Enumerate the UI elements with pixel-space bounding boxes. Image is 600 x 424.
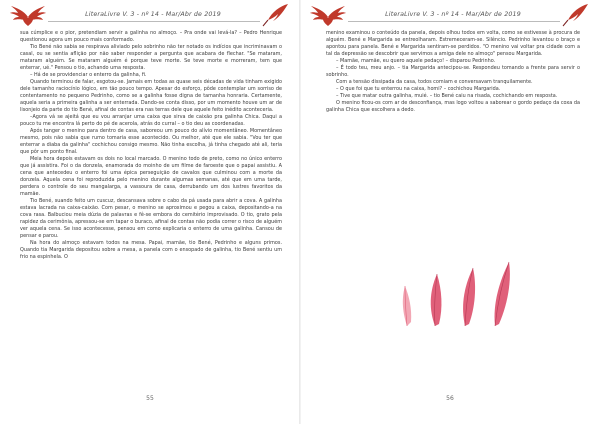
paragraph: Na hora do almoço estavam todos na mesa. Papai, mamãe, tio Bené, Pedrinho e alguns primos. Quando tia Margarida depositou sobre a mesa, a panela com o ensopado de galinha, tio Bené sentiu um frio na espinhela. O — [20, 240, 282, 260]
page-number: 55 — [146, 395, 154, 402]
journal-title: LiteraLivre V. 3 - nº 14 - Mar/Abr de 2019 — [385, 11, 521, 18]
paragraph: –Agora vá se ajeitá que eu vou arranjar uma caixa que sirva de caixão pra galinha Chica. Daqui a pouco tu me encontra lá perto do pé de acerola, atrás do curral – o tio deu as coordenadas. — [20, 114, 282, 127]
paragraph: Quando terminou de falar, esgotou-se. Jamais em todas as quase seis décadas de vida tinham exigido dele tamanho raciocínio lógico, em tão pouco tempo. Apesar do esforço, pôde contemplar um sorriso de contentamento no pequeno Pedrinho, como se a galinha fosse digna de tamanha honraria. Certamente, aquela seria a primeira galinha a ser enterrada. Dando-se conta disso, por um momento houve um ar de lisonjeio da parte do tio Bené, afinal de contas era nas terras dele que aquele feito inédito aconteceria. — [20, 79, 282, 113]
paragraph: – É todo teu, meu anjo. – tia Margarida antecipou-se. Respondeu tomando a frente para servir o sobrinho. — [326, 65, 580, 78]
page-header — [10, 2, 290, 30]
paragraph: Com a tensão dissipada da casa, todos comiam e conversavam tranquilamente. — [336, 79, 533, 85]
header-rule — [48, 21, 260, 22]
header-rule — [348, 21, 560, 22]
winged-heart-logo-icon — [10, 2, 46, 28]
paragraph: Tio Bené, suando feito um cuscuz, descansava sobre o cabo da pá usada para abrir a cova. A galinha estava lacrada na caixa-caixão. Com pesar, o menino se aproximou e pegou a caixa, depositando-a na cova rasa. Balbuciou meia dúzia de palavras e fê-se embora do cemitério improvisado. O tio, grato pela rapidez da cerimônia, apressou-se em tapar o buraco, afinal de contas não podia correr o risco de alguém ver aquela cena. Se isso acontecesse, pensou em como explicaria o enterro de uma galinha. Cansou de pensar e parou. — [20, 198, 282, 239]
paragraph: sua cúmplice e o pior, pretendiam servir a galinha no almoço. – Pra onde vai levá-la? – Pedro Henrique questionou agora um pouco mais conformado. — [20, 30, 282, 43]
paragraph: – O que foi que tu enterrou na caixa, homi? – cochichou Margarida. — [336, 86, 501, 92]
page-number: 56 — [446, 395, 454, 402]
feathers-illustration — [395, 256, 515, 328]
paragraph: menino examinou o conteúdo da panela, depois olhou todos em volta, como se estivesse à procura de alguém. Bené e Margarida se entreolharam. Estremeceram-se. Silêncio. Pedrinho levantou o braço e apontou para panela. Bené e Margarida sentiram-se perdidos. "O menino vai voltar pra cidade com a tal da depressão se descobrir que servimos a amiga dele no almoço" pensou Margarida. — [326, 30, 580, 57]
paragraph: – Tive que matar outra galinha, muié. – tio Bené caiu na risada, cochichando em resposta. — [336, 93, 558, 99]
left-page-body — [20, 30, 282, 261]
right-page-body — [326, 30, 580, 114]
paragraph: Após tanger o menino para dentro de casa, saboreou um pouco do alívio momentâneo. Momentâneo mesmo, pois não sabia que rumo tomaria esse acontecido. Ou melhor, até que ele sabia. "Vou ter que enterrar a diaba da galinha" cochichou consigo mesmo. Não tinha escolha, já tinha chegado até ali, teria que pôr um ponto final. — [20, 128, 282, 155]
paragraph: Tio Bené não sabia se respirava aliviado pelo sobrinho não ter notado os indícios que incriminavam o casal, ou se sentia aflição por não saber responder a pergunta que acabara de flechar. "Se mataram, mataram alguém. Se mataram alguém é porque teve morte. Se teve morte e morreram, tem que enterrar, ué." Pensou o tio, achando uma resposta. — [20, 44, 282, 71]
paragraph: – Mamãe, mamãe, eu quero aquele pedaço! – disparou Pedrinho. — [336, 58, 496, 64]
journal-title: LiteraLivre V. 3 - nº 14 - Mar/Abr de 2019 — [85, 11, 221, 18]
paragraph: – Há de se providenciar o enterro da galinha, fi. — [30, 72, 147, 78]
right-page — [300, 0, 600, 424]
feather-icon — [463, 268, 475, 326]
quill-feather-icon — [262, 2, 290, 28]
feather-icon — [495, 262, 510, 326]
paragraph: O menino ficou-os com ar de desconfiança, mas logo voltou a saborear o gordo pedaço da coxa da galinha Chica que escolhera a dedo. — [326, 100, 580, 113]
paragraph: Meia hora depois estavam os dois no local marcado. O menino todo de preto, como no único enterro que já assistira. Foi o da donzela, enamorada do moinho de um filme de faroeste que o papai assistiu. A cena que antecedeu o enterro foi uma épica perseguição de cavalos que culminou com a morte da donzela. Aquela cena foi reproduzida pelo menino durante algumas semanas, até que em uma tarde, perdera o controle do seu mangalarga, a vassoura de casa, derrubando um dos lustres favoritos da mamãe. — [20, 156, 282, 197]
feather-icon — [403, 286, 411, 326]
page-header — [310, 2, 590, 30]
quill-feather-icon — [562, 2, 590, 28]
feather-icon — [431, 274, 442, 326]
winged-heart-logo-icon — [310, 2, 346, 28]
